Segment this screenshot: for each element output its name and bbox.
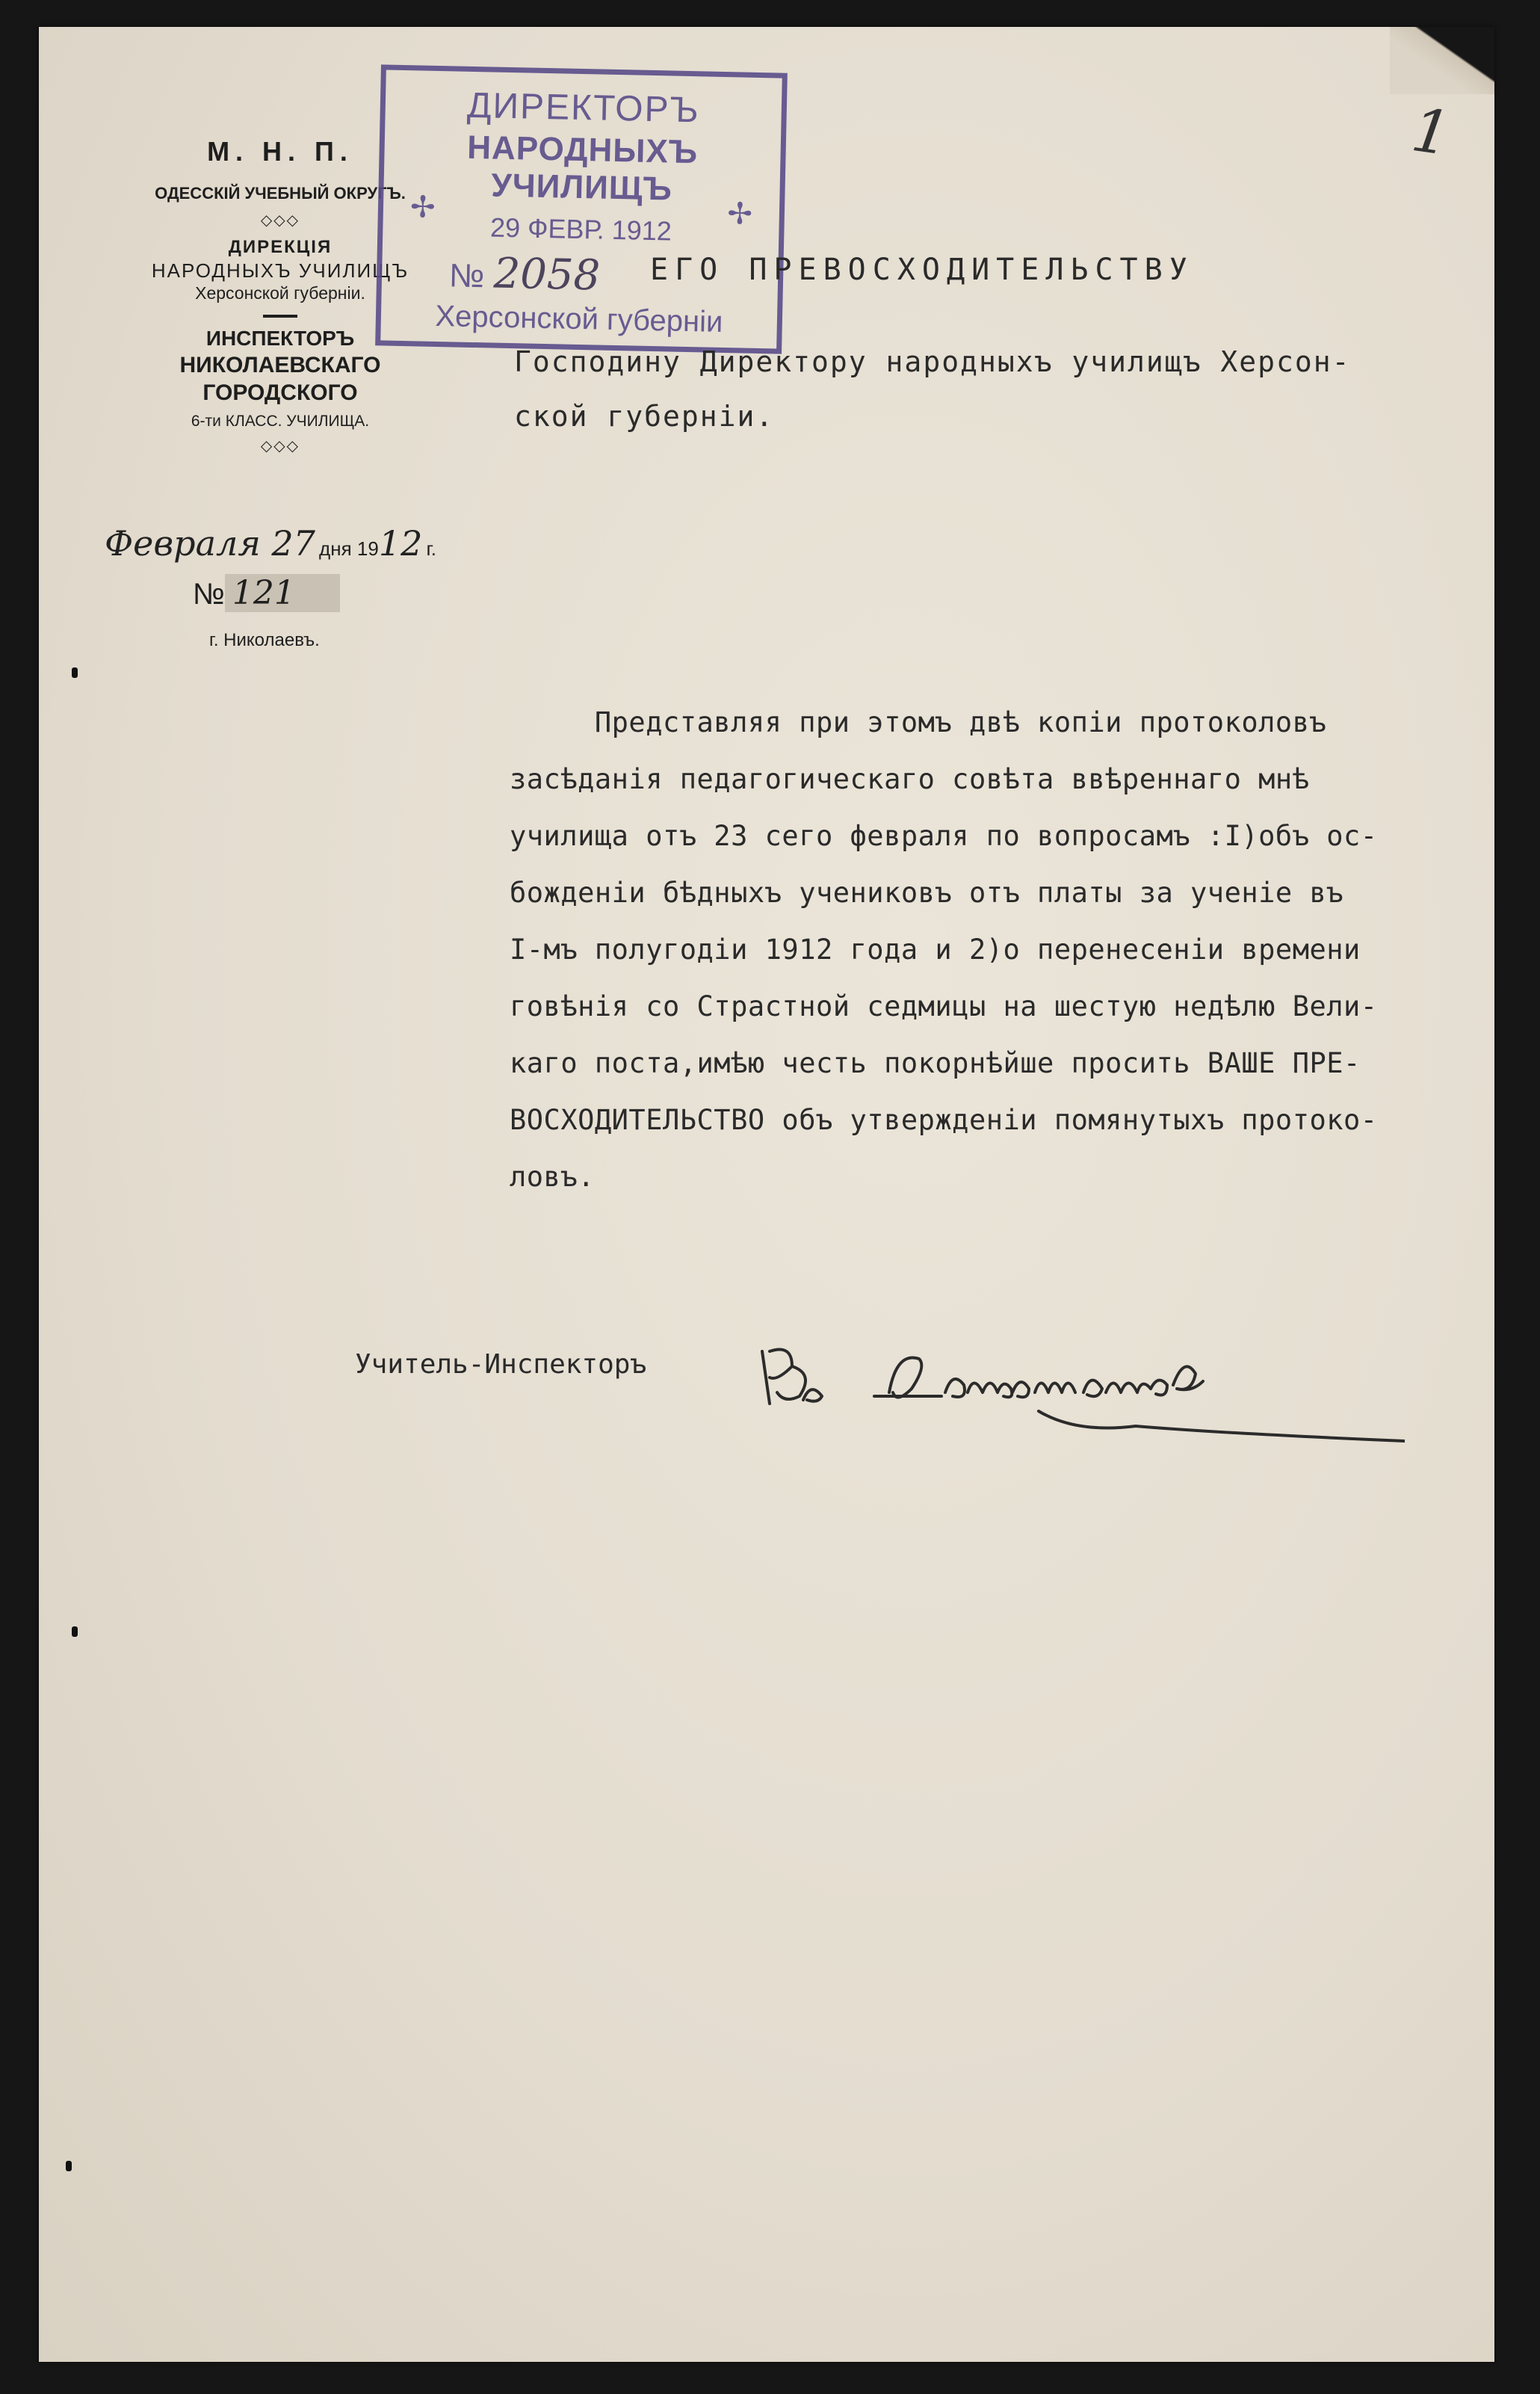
directorate-province: Херсонской губерніи. [195,283,365,303]
number-handwritten: 121 [225,574,340,612]
school-type: 6-ти КЛАСС. УЧИЛИЩА. [191,412,370,430]
addressee-title: ЕГО ПРЕВОСХОДИТЕЛЬСТВУ [650,253,1194,287]
body-line: училища отъ 23 сего февраля по вопросамъ :I)объ ос- [510,820,1378,852]
ornament: ◇◇◇ [260,212,300,229]
addressee-line: ской губерніи. [514,400,775,433]
letter-date [105,523,463,564]
city-name: г. Николаевъ. [209,630,320,650]
body-line: каго поста,имѣю честь покорнѣйше просить ВАШЕ ПРЕ- [510,1047,1361,1079]
year-handwritten: 12 [378,523,423,564]
body-line: Представляя при этомъ двѣ копіи протоколовъ [510,706,1327,738]
stamp-ornament: ✢ [726,197,753,231]
date-printed: дня 19 [319,537,379,560]
stamp-title: ДИРЕКТОРЪ [466,85,701,131]
ministry-abbrev: М. Н. П. [207,136,353,167]
directorate-subtitle: НАРОДНЫХЪ УЧИЛИЩЪ [151,259,409,282]
stamp-date: 29 ФЕВР. 1912 [489,212,672,247]
body-line: божденіи бѣдныхъ учениковъ отъ платы за ученіе въ [510,877,1344,909]
date-handwritten: Февраля 27 [105,523,315,564]
number-prefix: № [193,578,225,611]
addressee-line: Господину Директору народныхъ училищъ Херсон- [514,345,1351,378]
body-line: І-мъ полугодіи 1912 года и 2)о перенесеніи времени [510,934,1361,966]
stamp-number-handwritten: 2058 [492,249,601,300]
body-line: ВОСХОДИТЕЛЬСТВО объ утвержденіи помянутыхъ протоко- [510,1104,1378,1136]
body-line: говѣнія со Страстной седмицы на шестую недѣлю Вели- [510,990,1378,1022]
stamp-number-prefix: № [448,257,485,295]
date-suffix: г. [426,537,436,560]
directorate-title: ДИРЕКЦІЯ [228,236,333,257]
stamp-ornament: ✢ [409,191,436,224]
body-line: засѣданія педагогическаго совѣта ввѣреннаго мнѣ [510,763,1310,795]
signatory-title: Учитель-Инспекторъ [355,1349,647,1380]
binding-hole [66,2161,72,2171]
inspector-title: ИНСПЕКТОРЪ [205,326,355,350]
district-name: ОДЕССКІЙ УЧЕБНЫЙ ОКРУГЪ. [155,184,406,203]
stamp-province: Херсонской губерніи [435,299,723,339]
receipt-stamp [375,64,788,354]
binding-hole [72,1626,78,1637]
torn-corner [1390,27,1494,94]
binding-hole [72,667,78,678]
body-line: ловъ. [510,1161,595,1193]
outgoing-number [193,574,340,612]
ornament: ◇◇◇ [260,438,300,454]
page-number: 1 [1407,94,1456,170]
divider [263,315,297,318]
school-name: НИКОЛАЕВСКАГО ГОРОДСКОГО [179,352,381,406]
stamp-subtitle: НАРОДНЫХЪ УЧИЛИЩЪ [466,129,699,208]
handwritten-signature [747,1321,1405,1456]
